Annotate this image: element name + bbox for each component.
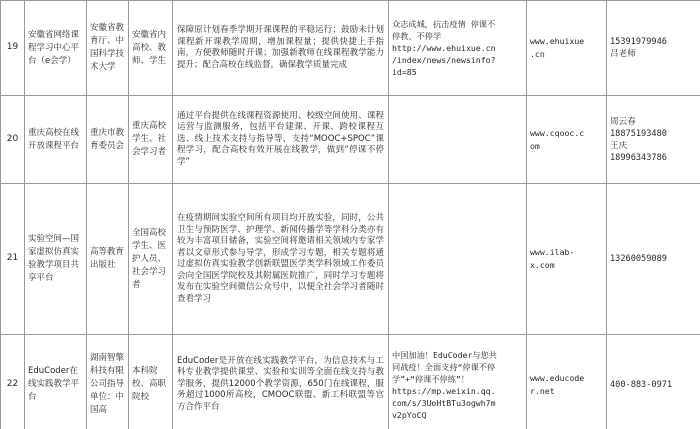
website-cell xyxy=(527,96,607,184)
table-row xyxy=(1,184,700,335)
table-row xyxy=(1,1,700,96)
contact-person: 王庆 xyxy=(610,140,628,151)
notice-link[interactable]: id=85 xyxy=(392,67,417,77)
notice-link[interactable]: com/s/3UoHtBTu3ogwh7m xyxy=(392,397,496,408)
table-row xyxy=(1,335,700,429)
website-link[interactable]: www.ehuixue xyxy=(530,36,585,46)
notice-line: 中国加油！EduCoder与您共 xyxy=(392,349,497,360)
target-audience: 安徽省内高校、教师、学生 xyxy=(129,1,173,96)
notice-line: 学”+“停课不停练”！ xyxy=(392,373,470,384)
contact-phone: 13260059089 xyxy=(610,254,667,264)
contact-phone: 18875193480 xyxy=(610,128,667,139)
notice-line: 同战疫！全面支持“停课不停 xyxy=(392,361,496,372)
notice-link[interactable]: /index/news/newsinfo? xyxy=(392,55,496,65)
contact-cell xyxy=(607,1,700,96)
row-number: 20 xyxy=(1,96,25,184)
website-link[interactable]: www.cqooc.c xyxy=(530,127,585,138)
platform-name: 实验空间—国家虚拟仿真实验教学项目共享平台 xyxy=(25,184,87,335)
website-link[interactable]: r.net xyxy=(530,385,555,396)
platform-name: EduCoder在线实践教学平台 xyxy=(25,335,87,429)
service-description: EduCoder是开放在线实践教学平台，为信息技术与工科专业教学提供课堂、实验和实训等全面在线支持与教学服务，提供12000个教学资源，650门在线课程，服务超过1000所高校，CMOOC联盟、新工科联盟等官方合作平台 xyxy=(173,335,389,429)
notice-cell xyxy=(389,184,527,335)
platform-name: 安徽省网络课程学习中心平台（e会学） xyxy=(25,1,87,96)
row-number: 19 xyxy=(1,1,25,96)
target-audience: 全国高校学生、医护人员、社会学习者 xyxy=(129,184,173,335)
platform-name: 重庆高校在线开放课程平台 xyxy=(25,96,87,184)
service-description: 通过平台提供在线课程资源使用、校级空间使用、课程运营与监测服务，包括平台建课、开课、跨校课程互选、线上技术支持与指导等，支持“MOOC+SPOC”课程学习，配合高校有效开展在线教学，做到“停课不停学” xyxy=(173,96,389,184)
website-link[interactable]: x.com xyxy=(530,260,555,270)
target-audience: 本科院校、高职院校 xyxy=(129,335,173,429)
service-description: 保障原计划春季学期开课课程的平稳运行；鼓励未计划课程新开课教学周期，增加课程量；提供快捷上手指南，方便教师随时开课；加强新教师在线课程教学能力提升；配合高校在线监督，确保教学质量完成 xyxy=(173,1,389,96)
notice-cell xyxy=(389,96,527,184)
organizer: 重庆市教育委员会 xyxy=(87,96,129,184)
row-number: 21 xyxy=(1,184,25,335)
contact-person: 吕老师 xyxy=(610,49,636,59)
website-link[interactable]: www.educode xyxy=(530,372,585,383)
notice-cell xyxy=(389,1,527,96)
website-cell xyxy=(527,184,607,335)
notice-cell xyxy=(389,335,527,429)
table-row xyxy=(1,96,700,184)
contact-phone: 18996343786 xyxy=(610,152,667,163)
website-cell xyxy=(527,1,607,96)
website-cell xyxy=(527,335,607,429)
website-link[interactable]: www.ilab- xyxy=(530,247,575,257)
row-number: 22 xyxy=(1,335,25,429)
contact-cell xyxy=(607,96,700,184)
contact-phone: 400-883-0971 xyxy=(610,379,673,390)
notice-line: 众志成城，抗击疫情 停课不 xyxy=(392,19,496,29)
contact-phone: 15391979946 xyxy=(610,37,667,47)
target-audience: 重庆高校学生、社会学习者 xyxy=(129,96,173,184)
notice-link[interactable]: v2pYoCQ xyxy=(392,409,427,420)
website-link[interactable]: .cn xyxy=(530,49,545,59)
notice-link[interactable]: https://mp.weixin.qq. xyxy=(392,385,496,396)
organizer: 安徽省教育厅、中国科学技术大学 xyxy=(87,1,129,96)
website-link[interactable]: om xyxy=(530,140,540,151)
contact-cell xyxy=(607,184,700,335)
contact-cell xyxy=(607,335,700,429)
notice-link[interactable]: http://www.ehuixue.cn xyxy=(392,43,496,53)
service-description: 在疫情期间实验空间所有项目均开放实验，同时，公共卫生与预防医学、护理学、新闻传播学等学科分类亦有较为丰富项目储备，实验空间将邀请相关领域内专家学者以文章形式参与导学，形成学习专题，相关专题将通过虚拟仿真实验教学创新联盟医学类学科领域工作委员会向全国医学院校及其附属医院推广，同时学习专题将发布在实验空间微信公众号中，以便全社会学习者随时查看学习 xyxy=(173,184,389,335)
organizer: 湖南智擎科技有限公司指导单位：中国高 xyxy=(87,335,129,429)
notice-line: 停教、不停学 xyxy=(392,31,442,41)
organizer: 高等教育出版社 xyxy=(87,184,129,335)
contact-person: 周云春 xyxy=(610,116,636,127)
